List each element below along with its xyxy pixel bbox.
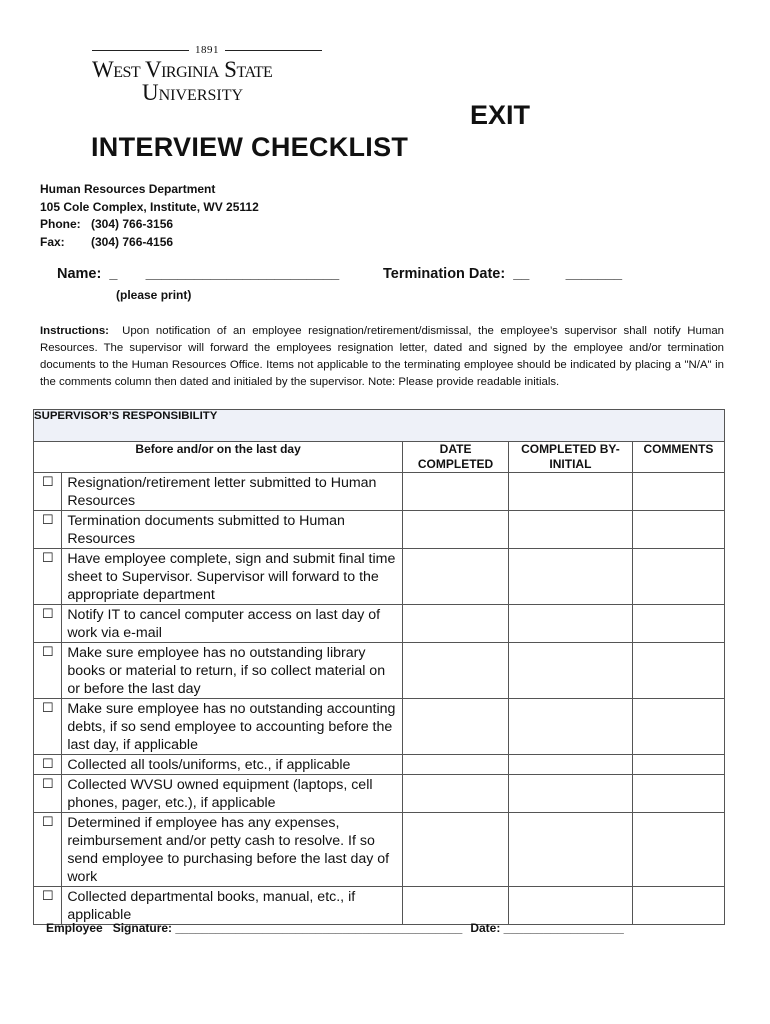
comments-cell[interactable] <box>632 699 724 755</box>
signature-row <box>46 921 624 935</box>
checkbox-icon[interactable]: ☐ <box>34 473 62 511</box>
checklist-item-text: Determined if employee has any expenses, reimbursement and/or petty cash to resolve. If so send employee to purchasing before the last day of work <box>62 813 403 887</box>
logo-rule-right <box>225 50 322 51</box>
checklist-item-text: Notify IT to cancel computer access on last day of work via e-mail <box>62 605 403 643</box>
termination-date-field[interactable]: Termination Date: __ _______ <box>383 266 623 282</box>
comments-cell[interactable] <box>632 643 724 699</box>
col-header-initial: COMPLETED BY- INITIAL <box>508 442 632 473</box>
instructions <box>40 323 724 391</box>
logo-rule-left <box>92 50 189 51</box>
phone-number: (304) 766-3156 <box>91 217 174 231</box>
completed-by-initial-cell[interactable] <box>508 643 632 699</box>
checkbox-icon[interactable]: ☐ <box>34 813 62 887</box>
checklist-item-text: Termination documents submitted to Human Resources <box>62 511 403 549</box>
name-hint: (please print) <box>116 288 192 302</box>
completed-by-initial-cell[interactable] <box>508 549 632 605</box>
table-row <box>34 813 725 887</box>
checklist-items <box>34 473 725 925</box>
checklist-item-text: Collected all tools/uniforms, etc., if applicable <box>62 755 403 775</box>
instructions-text: Upon notification of an employee resignation/retirement/dismissal, the employee’s supervisor shall notify Human Resources. The supervisor will forward the employees resignation letter, dated and signed by the employee and/or termination documents to the Human Resources Office. Items not applicable to the terminating employee should be indicated by placing a "N/A" in the comments column then dated and initialed by the supervisor. Note: Please provide readable initials. <box>40 325 724 388</box>
date-completed-cell[interactable] <box>403 549 509 605</box>
completed-by-initial-cell[interactable] <box>508 511 632 549</box>
checklist-item-text: Make sure employee has no outstanding library books or material to return, if so collect material on or before the last day <box>62 643 403 699</box>
department-info <box>40 181 259 251</box>
completed-by-initial-cell[interactable] <box>508 605 632 643</box>
date-completed-cell[interactable] <box>403 511 509 549</box>
title-line1: EXIT <box>470 100 531 130</box>
completed-by-initial-cell[interactable] <box>508 887 632 925</box>
checklist-item-text: Collected departmental books, manual, etc., if applicable <box>62 887 403 925</box>
table-row <box>34 887 725 925</box>
table-row <box>34 549 725 605</box>
column-header-row <box>34 442 725 473</box>
checkbox-icon[interactable]: ☐ <box>34 511 62 549</box>
logo-name-line1: West Virginia State <box>92 57 273 82</box>
signature-date-field[interactable]: Date: __________________ <box>470 921 624 935</box>
comments-cell[interactable] <box>632 473 724 511</box>
comments-cell[interactable] <box>632 755 724 775</box>
completed-by-initial-cell[interactable] <box>508 755 632 775</box>
checklist-item-text: Collected WVSU owned equipment (laptops, cell phones, pager, etc.), if applicable <box>62 775 403 813</box>
checklist-item-text: Resignation/retirement letter submitted to Human Resources <box>62 473 403 511</box>
title-line2: INTERVIEW CHECKLIST <box>91 132 409 162</box>
checkbox-icon[interactable]: ☐ <box>34 755 62 775</box>
logo-name-line2: University <box>142 80 244 105</box>
table-row <box>34 699 725 755</box>
completed-by-initial-cell[interactable] <box>508 775 632 813</box>
checkbox-icon[interactable]: ☐ <box>34 549 62 605</box>
completed-by-initial-cell[interactable] <box>508 699 632 755</box>
comments-cell[interactable] <box>632 549 724 605</box>
completed-by-initial-cell[interactable] <box>508 813 632 887</box>
completed-by-initial-cell[interactable] <box>508 473 632 511</box>
date-completed-cell[interactable] <box>403 699 509 755</box>
table-row <box>34 473 725 511</box>
fax-label: Fax: <box>40 234 65 249</box>
name-field[interactable]: Name: _ ________________________ <box>57 266 340 282</box>
date-completed-cell[interactable] <box>403 813 509 887</box>
col-header-comments: COMMENTS <box>632 442 724 473</box>
checkbox-icon[interactable]: ☐ <box>34 887 62 925</box>
section-title: SUPERVISOR’S RESPONSIBILITY <box>34 410 725 442</box>
checklist-item-text: Make sure employee has no outstanding accounting debts, if so send employee to accounting before the last day, if applicable <box>62 699 403 755</box>
checklist-item-text: Have employee complete, sign and submit final time sheet to Supervisor. Supervisor will forward to the appropriate department <box>62 549 403 605</box>
table-row <box>34 643 725 699</box>
fax-row <box>40 234 259 252</box>
university-logo <box>92 44 322 104</box>
date-completed-cell[interactable] <box>403 643 509 699</box>
instructions-label: Instructions: <box>40 325 109 337</box>
date-completed-cell[interactable] <box>403 605 509 643</box>
comments-cell[interactable] <box>632 511 724 549</box>
fax-number: (304) 766-4156 <box>91 234 174 249</box>
phone-label: Phone: <box>40 217 81 231</box>
signature-field[interactable]: Employee Signature: ___________________________________________ <box>46 921 463 935</box>
comments-cell[interactable] <box>632 887 724 925</box>
date-completed-cell[interactable] <box>403 887 509 925</box>
department-address: 105 Cole Complex, Institute, WV 25112 <box>40 199 259 214</box>
comments-cell[interactable] <box>632 605 724 643</box>
section-header-row <box>34 410 725 442</box>
checkbox-icon[interactable]: ☐ <box>34 775 62 813</box>
checklist-table <box>33 409 725 925</box>
logo-year: 1891 <box>195 44 219 56</box>
phone-row <box>40 216 259 234</box>
table-row <box>34 511 725 549</box>
col-header-date: DATE COMPLETED <box>403 442 509 473</box>
comments-cell[interactable] <box>632 775 724 813</box>
department-name: Human Resources Department <box>40 182 216 196</box>
date-completed-cell[interactable] <box>403 473 509 511</box>
logo-year-row <box>92 44 322 56</box>
date-completed-cell[interactable] <box>403 775 509 813</box>
table-row <box>34 605 725 643</box>
table-row <box>34 755 725 775</box>
checkbox-icon[interactable]: ☐ <box>34 699 62 755</box>
checkbox-icon[interactable]: ☐ <box>34 605 62 643</box>
comments-cell[interactable] <box>632 813 724 887</box>
col-header-item: Before and/or on the last day <box>34 442 403 473</box>
checkbox-icon[interactable]: ☐ <box>34 643 62 699</box>
date-completed-cell[interactable] <box>403 755 509 775</box>
table-row <box>34 775 725 813</box>
